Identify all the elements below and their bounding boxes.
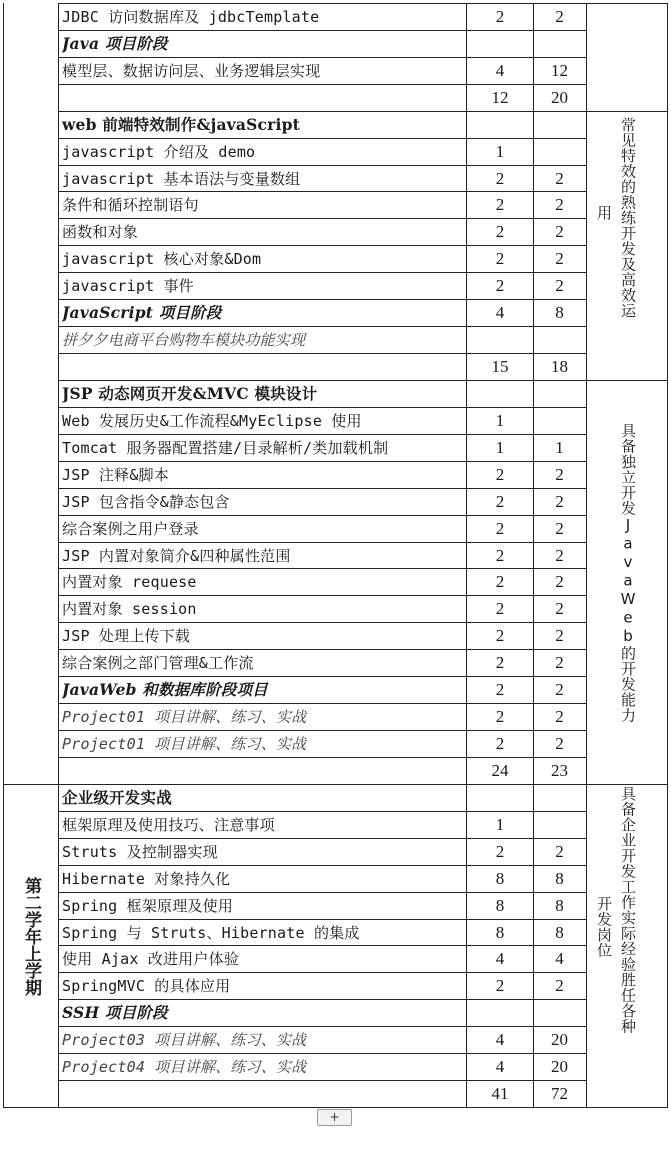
goal-js-column-a: 常见特效的熟练开发及高效运 xyxy=(619,116,637,319)
row-rule xyxy=(3,784,58,785)
practice-hours[interactable]: 20 xyxy=(551,1057,568,1077)
theory-hours[interactable]: 24 xyxy=(491,760,509,780)
practice-hours[interactable]: 2 xyxy=(555,734,564,754)
row-rule xyxy=(586,111,667,112)
practice-hours[interactable]: 2 xyxy=(555,626,564,646)
column-rule xyxy=(3,3,4,1108)
row-topic[interactable]: Web 发展历史&工作流程&MyEclipse 使用 xyxy=(62,411,362,430)
row-topic[interactable] xyxy=(62,758,464,784)
column-rule xyxy=(533,3,534,1108)
row-topic[interactable] xyxy=(62,1081,464,1107)
theory-hours[interactable]: 4 xyxy=(495,1057,505,1077)
practice-hours[interactable]: 72 xyxy=(551,1084,568,1104)
theory-hours[interactable] xyxy=(467,112,533,138)
row-rule xyxy=(58,326,586,327)
theory-hours[interactable]: 2 xyxy=(495,599,505,619)
theory-hours[interactable]: 8 xyxy=(495,868,505,888)
theory-hours[interactable]: 1 xyxy=(495,437,505,457)
practice-hours[interactable]: 23 xyxy=(551,760,568,780)
row-topic[interactable]: JSP 处理上传下载 xyxy=(62,627,191,646)
theory-hours[interactable]: 2 xyxy=(495,680,505,700)
row-topic[interactable]: 企业级开发实战 xyxy=(62,787,172,807)
row-rule xyxy=(58,919,586,920)
practice-hours[interactable]: 2 xyxy=(555,491,564,511)
practice-hours[interactable] xyxy=(534,31,585,57)
row-topic[interactable]: SpringMVC 的具体应用 xyxy=(62,977,231,996)
practice-hours[interactable]: 2 xyxy=(555,572,564,592)
row-topic[interactable]: Project01 项目讲解、练习、实战 xyxy=(62,708,307,727)
theory-hours[interactable] xyxy=(467,31,533,57)
row-rule xyxy=(58,1053,586,1054)
row-topic[interactable] xyxy=(62,85,464,111)
row-rule xyxy=(586,3,667,4)
row-topic[interactable]: javascript 基本语法与变量数组 xyxy=(62,169,301,188)
row-rule xyxy=(58,515,586,516)
row-rule xyxy=(58,838,586,839)
practice-hours[interactable] xyxy=(534,112,585,138)
row-rule xyxy=(586,784,667,785)
theory-hours[interactable]: 2 xyxy=(495,707,505,727)
row-rule xyxy=(58,703,586,704)
theory-hours[interactable]: 4 xyxy=(495,303,505,323)
theory-hours[interactable]: 2 xyxy=(495,626,505,646)
practice-hours[interactable] xyxy=(534,785,585,811)
row-rule xyxy=(58,865,586,866)
theory-hours[interactable]: 4 xyxy=(495,949,505,969)
practice-hours[interactable]: 2 xyxy=(555,276,564,296)
theory-hours[interactable] xyxy=(467,327,533,353)
practice-hours[interactable]: 2 xyxy=(555,168,564,188)
theory-hours[interactable]: 8 xyxy=(495,895,505,915)
theory-hours[interactable]: 1 xyxy=(495,141,505,161)
row-rule xyxy=(58,999,586,1000)
row-rule xyxy=(58,84,586,85)
theory-hours[interactable]: 2 xyxy=(495,7,505,26)
row-rule xyxy=(58,757,586,758)
row-rule xyxy=(58,568,586,569)
row-topic[interactable]: SSH 项目阶段 xyxy=(62,1003,168,1023)
practice-hours[interactable] xyxy=(534,327,585,353)
row-topic[interactable]: Project04 项目讲解、练习、实战 xyxy=(62,1058,307,1077)
row-rule xyxy=(58,945,586,946)
practice-hours[interactable]: 2 xyxy=(555,653,564,673)
row-rule xyxy=(3,1107,58,1108)
practice-hours[interactable]: 2 xyxy=(555,249,564,269)
row-topic[interactable]: Tomcat 服务器配置搭建/目录解析/类加载机制 xyxy=(62,438,389,457)
row-rule xyxy=(58,972,586,973)
row-rule xyxy=(58,811,586,812)
row-rule xyxy=(58,218,586,219)
practice-hours[interactable]: 18 xyxy=(551,357,568,377)
row-topic[interactable]: JavaWeb 和数据库阶段项目 xyxy=(62,680,268,700)
practice-hours[interactable] xyxy=(534,408,585,434)
row-rule xyxy=(58,1107,586,1108)
row-topic[interactable]: web 前端特效制作&javaScript xyxy=(62,114,301,134)
theory-hours[interactable]: 2 xyxy=(495,841,505,861)
row-rule xyxy=(586,1107,667,1108)
goal-js-column-b: 用 xyxy=(595,205,613,221)
row-topic[interactable]: JSP 注释&脚本 xyxy=(62,465,169,484)
row-rule xyxy=(58,353,586,354)
row-rule xyxy=(58,676,586,677)
column-rule xyxy=(586,3,587,1108)
practice-hours[interactable]: 2 xyxy=(555,222,564,242)
row-topic[interactable]: JavaScript 项目阶段 xyxy=(62,303,222,323)
practice-hours[interactable]: 2 xyxy=(555,976,564,996)
practice-hours[interactable]: 2 xyxy=(555,464,564,484)
row-rule xyxy=(58,299,586,300)
practice-hours[interactable]: 2 xyxy=(555,518,564,538)
theory-hours[interactable] xyxy=(467,381,533,407)
practice-hours[interactable] xyxy=(534,381,585,407)
row-rule xyxy=(58,542,586,543)
practice-hours[interactable]: 8 xyxy=(555,922,564,942)
row-topic[interactable]: Project03 项目讲解、练习、实战 xyxy=(62,1031,307,1050)
theory-hours[interactable]: 2 xyxy=(495,518,505,538)
row-topic[interactable]: 模型层、数据访问层、业务逻辑层实现 xyxy=(62,61,321,80)
practice-hours[interactable]: 2 xyxy=(555,707,564,727)
theory-hours[interactable] xyxy=(467,1000,533,1026)
row-topic[interactable]: Hibernate 对象持久化 xyxy=(62,869,231,888)
practice-hours[interactable] xyxy=(534,812,585,838)
theory-hours[interactable]: 2 xyxy=(495,491,505,511)
theory-hours[interactable]: 2 xyxy=(495,572,505,592)
term-label: 第二学年上学期 xyxy=(21,876,41,996)
row-topic[interactable]: Java 项目阶段 xyxy=(62,33,168,53)
row-rule xyxy=(58,461,586,462)
row-rule xyxy=(58,595,586,596)
goal-enterprise-column-b: 开发岗位 xyxy=(595,895,613,958)
practice-hours[interactable]: 2 xyxy=(555,841,564,861)
row-rule xyxy=(586,380,667,381)
row-rule xyxy=(58,730,586,731)
row-rule xyxy=(58,784,586,785)
row-rule xyxy=(58,892,586,893)
row-rule xyxy=(58,1080,586,1081)
row-topic[interactable]: javascript 事件 xyxy=(62,277,194,296)
row-rule xyxy=(58,1026,586,1027)
theory-hours[interactable]: 12 xyxy=(491,87,509,107)
theory-hours[interactable]: 2 xyxy=(495,222,505,242)
row-topic[interactable]: javascript 核心对象&Dom xyxy=(62,250,262,269)
theory-hours[interactable] xyxy=(467,785,533,811)
row-topic[interactable]: JSP 内置对象简介&四种属性范围 xyxy=(62,546,291,565)
theory-hours[interactable]: 2 xyxy=(495,653,505,673)
column-rule xyxy=(466,3,467,1108)
row-topic[interactable]: Spring 框架原理及使用 xyxy=(62,896,234,915)
column-rule xyxy=(58,3,59,1108)
row-rule xyxy=(58,30,586,31)
row-rule xyxy=(58,57,586,58)
theory-hours[interactable]: 1 xyxy=(495,410,505,430)
theory-hours[interactable]: 4 xyxy=(495,1030,505,1050)
theory-hours[interactable]: 2 xyxy=(495,734,505,754)
row-rule xyxy=(58,649,586,650)
practice-hours[interactable]: 20 xyxy=(551,87,568,107)
goal-enterprise-column-a: 具备企业开发工作实际经验胜任各种 xyxy=(619,785,637,1034)
row-rule xyxy=(58,3,586,4)
row-rule xyxy=(58,380,586,381)
theory-hours[interactable]: 4 xyxy=(495,60,505,80)
row-topic[interactable]: 拼夕夕电商平台购物车模块功能实现 xyxy=(62,331,306,350)
row-topic[interactable]: 内置对象 session xyxy=(62,600,197,619)
row-topic[interactable]: javascript 介绍及 demo xyxy=(62,142,256,161)
practice-hours[interactable]: 2 xyxy=(555,7,564,26)
practice-hours[interactable]: 2 xyxy=(555,195,564,215)
theory-hours[interactable]: 2 xyxy=(495,276,505,296)
theory-hours[interactable]: 2 xyxy=(495,168,505,188)
practice-hours[interactable]: 4 xyxy=(555,949,564,969)
row-rule xyxy=(58,111,586,112)
row-topic[interactable]: 函数和对象 xyxy=(62,223,139,242)
row-rule xyxy=(58,165,586,166)
row-topic[interactable]: 综合案例之用户登录 xyxy=(62,519,199,538)
row-topic[interactable]: 框架原理及使用技巧、注意事项 xyxy=(62,815,275,834)
row-topic[interactable]: Spring 与 Struts、Hibernate 的集成 xyxy=(62,923,360,942)
practice-hours[interactable]: 2 xyxy=(555,599,564,619)
row-rule xyxy=(58,245,586,246)
row-topic[interactable]: 条件和循环控制语句 xyxy=(62,196,199,215)
practice-hours[interactable]: 8 xyxy=(555,895,564,915)
theory-hours[interactable]: 1 xyxy=(495,814,505,834)
row-rule xyxy=(58,407,586,408)
theory-hours[interactable]: 2 xyxy=(495,976,505,996)
theory-hours[interactable]: 8 xyxy=(495,922,505,942)
practice-hours[interactable]: 1 xyxy=(555,437,564,457)
row-rule xyxy=(58,191,586,192)
goal-jsp-text: 具备独立开发JavaWeb的开发能力 xyxy=(619,422,637,723)
row-topic[interactable]: Project01 项目讲解、练习、实战 xyxy=(62,735,307,754)
theory-hours[interactable]: 2 xyxy=(495,249,505,269)
row-topic[interactable] xyxy=(62,354,464,380)
row-rule xyxy=(58,434,586,435)
theory-hours[interactable]: 2 xyxy=(495,545,505,565)
row-topic[interactable]: JDBC 访问数据库及 jdbcTemplate xyxy=(62,8,320,26)
practice-hours[interactable]: 2 xyxy=(555,545,564,565)
row-topic[interactable]: JSP 动态网页开发&MVC 模块设计 xyxy=(62,383,318,403)
row-rule xyxy=(58,488,586,489)
row-topic[interactable]: 内置对象 requese xyxy=(62,573,197,592)
practice-hours[interactable]: 20 xyxy=(551,1030,568,1050)
row-topic[interactable]: Struts 及控制器实现 xyxy=(62,842,218,861)
theory-hours[interactable]: 15 xyxy=(491,357,509,377)
practice-hours[interactable]: 2 xyxy=(555,680,564,700)
practice-hours[interactable]: 12 xyxy=(551,60,568,80)
add-row-button[interactable]: + xyxy=(317,1109,352,1126)
column-rule xyxy=(667,3,668,1108)
theory-hours[interactable]: 2 xyxy=(495,195,505,215)
row-rule xyxy=(58,272,586,273)
theory-hours[interactable]: 2 xyxy=(495,464,505,484)
row-topic[interactable]: 使用 Ajax 改进用户体验 xyxy=(62,950,239,969)
practice-hours[interactable] xyxy=(534,1000,585,1026)
theory-hours[interactable]: 41 xyxy=(491,1084,509,1104)
practice-hours[interactable] xyxy=(534,139,585,165)
row-rule xyxy=(58,138,586,139)
row-topic[interactable]: 综合案例之部门管理&工作流 xyxy=(62,654,254,673)
practice-hours[interactable]: 8 xyxy=(555,303,564,323)
practice-hours[interactable]: 8 xyxy=(555,868,564,888)
row-rule xyxy=(58,622,586,623)
row-topic[interactable]: JSP 包含指令&静态包含 xyxy=(62,492,230,511)
